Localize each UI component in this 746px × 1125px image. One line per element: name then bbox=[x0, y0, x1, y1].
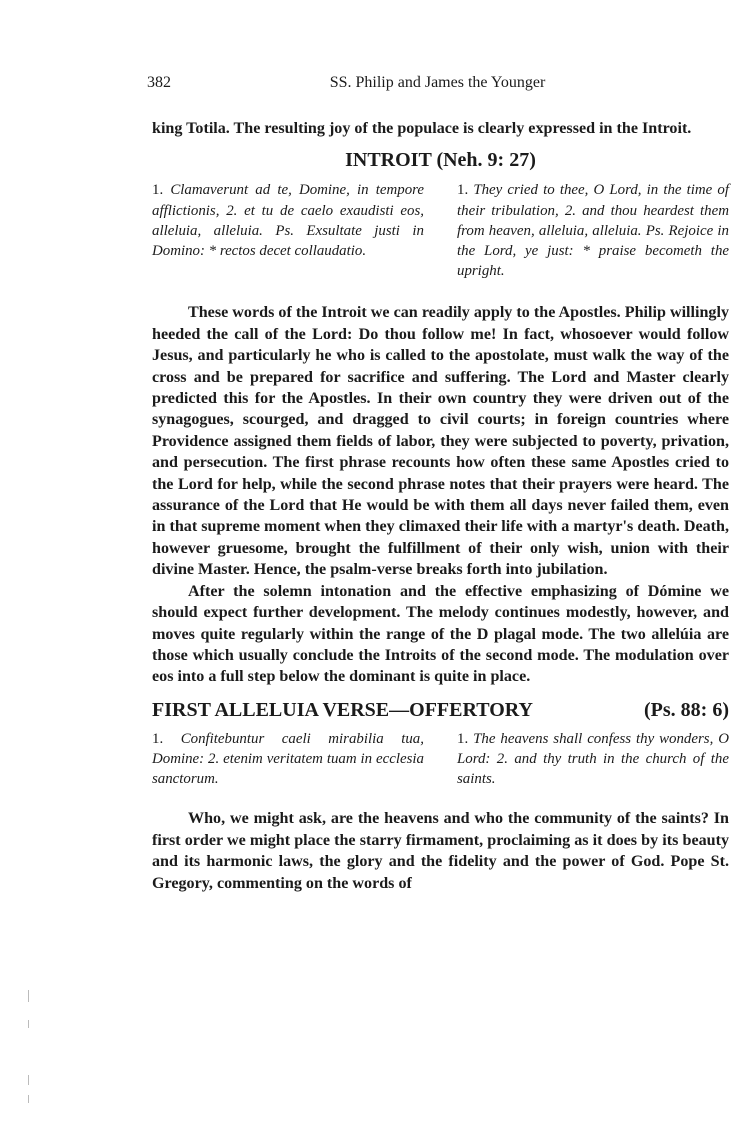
intro-paragraph: king Totila. The resulting joy of the populace is clearly expressed in the Introit. bbox=[152, 120, 692, 137]
alleluia-english-text: The heavens shall confess thy wonders, O Lord: 2. and thy truth in the church of the saints. bbox=[457, 730, 729, 788]
closing-paragraph: Who, we might ask, are the heavens and who the community of the saints? In first order we might place the starry firmament, proclaiming as it does by its beauty and its harmonic laws, the glory and the fidelity and the power of God. Pope St. Gregory, commenting on the words of bbox=[152, 810, 729, 892]
introit-text bbox=[152, 180, 729, 281]
introit-latin: 1. Clamaverunt ad te, Domine, in tempore afflictionis, 2. et tu de caelo exaudisti eos, alleluia, alleluia. Ps. Exsultate justi in Domino: * rectos decet collaudatio. bbox=[152, 182, 424, 260]
alleluia-latin: 1. Confitebuntur caeli mirabilia tua, Domine: 2. etenim veritatem tuam in ecclesia sanctorum. bbox=[152, 730, 424, 788]
alleluia-latin-text: Confitebuntur caeli mirabilia tua, Domine: 2. etenim veritatem tuam in ecclesia sanctorum. bbox=[152, 730, 424, 788]
commentary-paragraph-1: These words of the Introit we can readily apply to the Apostles. Philip willingly heeded the call of the Lord: Do thou follow me! In fact, whosoever would follow Jesus, and particularly he who is called to the apostolate, must walk the way of the cross and be prepared for sacrifice and suffering. The Lord and Master clearly predicted this for the Apostles. In their own country they were driven out of the synagogues, scourged, and dragged to civil courts; in foreign countries where Providence assigned them fields of labor, they were subjected to poverty, privation, and persecution. The first phrase recounts how often these same Apostles cried to the Lord for help, while the second phrase notes that their prayers were heard. The assurance of the Lord that He would be with them all days never failed them, even in that supreme moment when they climaxed their life with a martyr's death. Death, however gruesome, brought the fulfillment of their only wish, union with their divine Master. Hence, the psalm-verse breaks forth into jubilation. bbox=[152, 304, 729, 579]
alleluia-heading bbox=[152, 697, 729, 723]
running-title: SS. Philip and James the Younger bbox=[329, 74, 546, 91]
page-number: 382 bbox=[147, 74, 171, 91]
page-body bbox=[152, 118, 729, 894]
alleluia-text bbox=[152, 729, 729, 790]
scan-margin-marks bbox=[28, 980, 30, 1110]
alleluia-heading-title: FIRST ALLELUIA VERSE—OFFERTORY bbox=[152, 698, 533, 721]
introit-latin-text: Clamaverunt ad te, Domine, in tempore afflictionis, 2. et tu de caelo exaudisti eos, alleluia, alleluia. Ps. Exsultate justi in Domino: * rectos decet collaudatio. bbox=[152, 182, 424, 260]
alleluia-english: 1. The heavens shall confess thy wonders, O Lord: 2. and thy truth in the church of the saints. bbox=[457, 730, 729, 788]
introit-english-text: They cried to thee, O Lord, in the time of their tribulation, 2. and thou heardest them from heaven, alleluia, alleluia. Ps. Rejoice in the Lord, ye just: * praise becometh the upright. bbox=[457, 182, 729, 280]
page-header bbox=[147, 74, 728, 94]
introit-english: 1. They cried to thee, O Lord, in the time of their tribulation, 2. and thou heardest them from heaven, alleluia, alleluia. Ps. Rejoice in the Lord, ye just: * praise becometh the upright. bbox=[457, 182, 729, 280]
commentary-paragraph-2: After the solemn intonation and the effective emphasizing of Dómine we should expect further development. The melody continues modestly, however, and moves quite regularly within the range of the D plagal mode. The two allelúia are those which usually conclude the Introits of the second mode. The modulation over eos into a full step below the dominant is quite in place. bbox=[152, 582, 729, 686]
introit-heading: INTROIT (Neh. 9: 27) bbox=[345, 149, 536, 172]
alleluia-heading-reference: (Ps. 88: 6) bbox=[644, 698, 729, 721]
